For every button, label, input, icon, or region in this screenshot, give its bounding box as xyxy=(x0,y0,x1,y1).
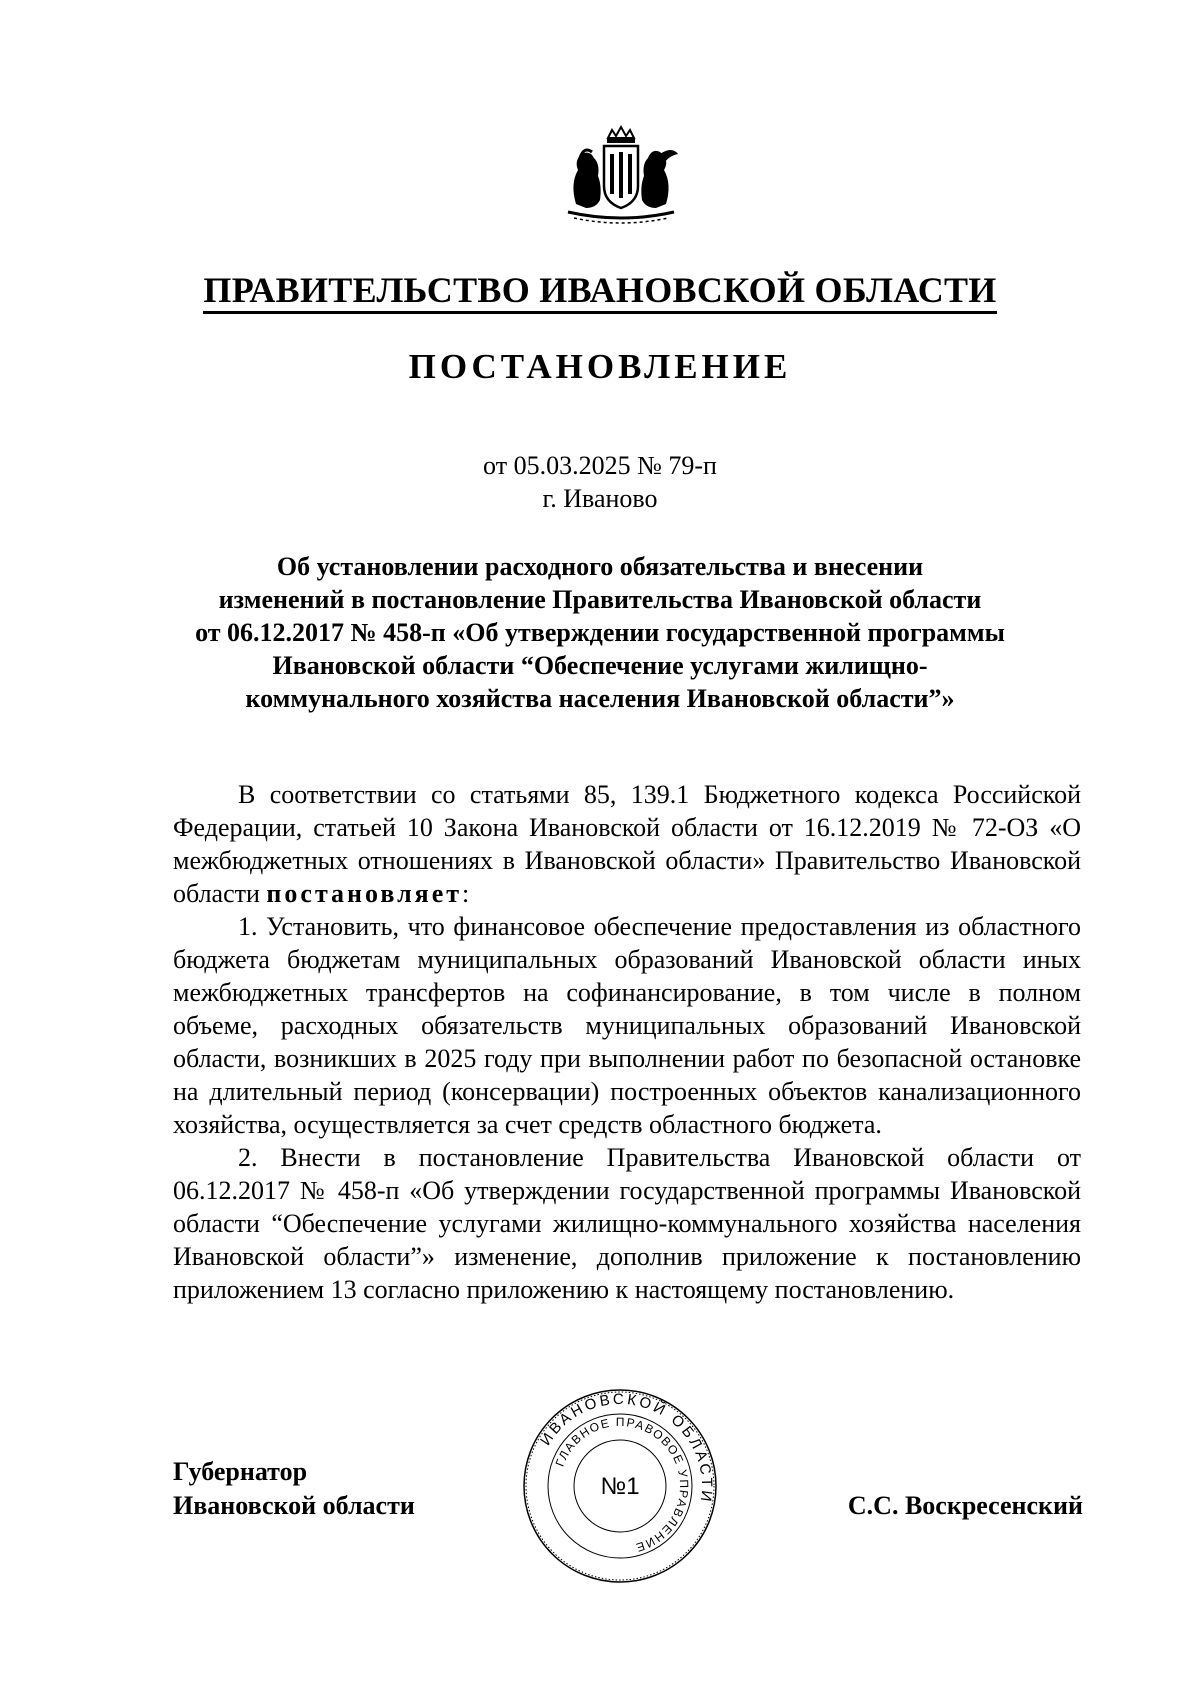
clause-2-paragraph: 2. Внести в постановление Правительства Ивановской области от 06.12.2017 № 458-п «Об утверждении государственной программы Ивановской области “Обеспечение услугами жилищно-коммунального хозяйства населения Ивановской области”» изменение, дополнив приложение к постановлению приложением 13 согласно приложению к настоящему постановлению. xyxy=(173,1143,1081,1304)
official-seal-stamp xyxy=(520,1386,720,1586)
seal-inner-text: ГЛАВНОЕ ПРАВОВОЕ УПРАВЛЕНИЕ xyxy=(552,1414,692,1555)
signatory-name: С.С. Воскресенский xyxy=(847,1491,1083,1520)
signatory-position-line: Губернатор xyxy=(173,1457,308,1486)
signatory-position-line: Ивановской области xyxy=(173,1491,415,1520)
decree-colon: : xyxy=(462,879,470,908)
government-name-heading xyxy=(0,268,1200,312)
government-name: ПРАВИТЕЛЬСТВО ИВАНОВСКОЙ ОБЛАСТИ xyxy=(203,270,996,314)
signatory-position xyxy=(173,1455,415,1523)
decree-keyword: постановляет xyxy=(266,879,463,908)
subject-line: Ивановской области “Обеспечение услугами жилищно- xyxy=(272,651,928,680)
document-subject-title xyxy=(150,550,1050,715)
document-body xyxy=(173,778,1081,1306)
subject-line: коммунального хозяйства населения Ивановской области”» xyxy=(245,684,955,713)
document-date-number: от 05.03.2025 № 79-п xyxy=(483,451,717,480)
clause-1-paragraph: 1. Установить, что финансовое обеспечение предоставления из областного бюджета бюджетам муниципальных образований Ивановской области иных межбюджетных трансфертов на софинансирование, в том числе в полном объеме, расходных обязательств муниципальных образований Ивановской области, возникших в 2025 году при выполнении работ по безопасной остановке на длительный период (консервации) построенных объектов канализационного хозяйства, осуществляется за счет средств областного бюджета. xyxy=(173,912,1081,1139)
preamble-text: В соответствии со статьями 85, 139.1 Бюджетного кодекса Российской Федерации, статьей 10 Закона Ивановской области от 16.12.2019 № 72-ОЗ «О межбюджетных отношениях в Ивановской области» Правительство Ивановской области xyxy=(173,780,1081,908)
subject-line: Об установлении расходного обязательства и внесении xyxy=(276,552,924,581)
coat-of-arms-emblem xyxy=(556,124,686,224)
document-type-heading: ПОСТАНОВЛЕНИЕ xyxy=(408,347,792,386)
document-city: г. Иваново xyxy=(542,484,658,513)
seal-outer-text: ИВАНОВСКОЙ ОБЛАСТИ xyxy=(537,1390,716,1506)
subject-line: изменений в постановление Правительства Ивановской области xyxy=(218,585,982,614)
seal-number: №1 xyxy=(600,1473,640,1500)
preamble-paragraph xyxy=(173,778,1081,910)
subject-line: от 06.12.2017 № 458-п «Об утверждении государственной программы xyxy=(195,618,1005,647)
